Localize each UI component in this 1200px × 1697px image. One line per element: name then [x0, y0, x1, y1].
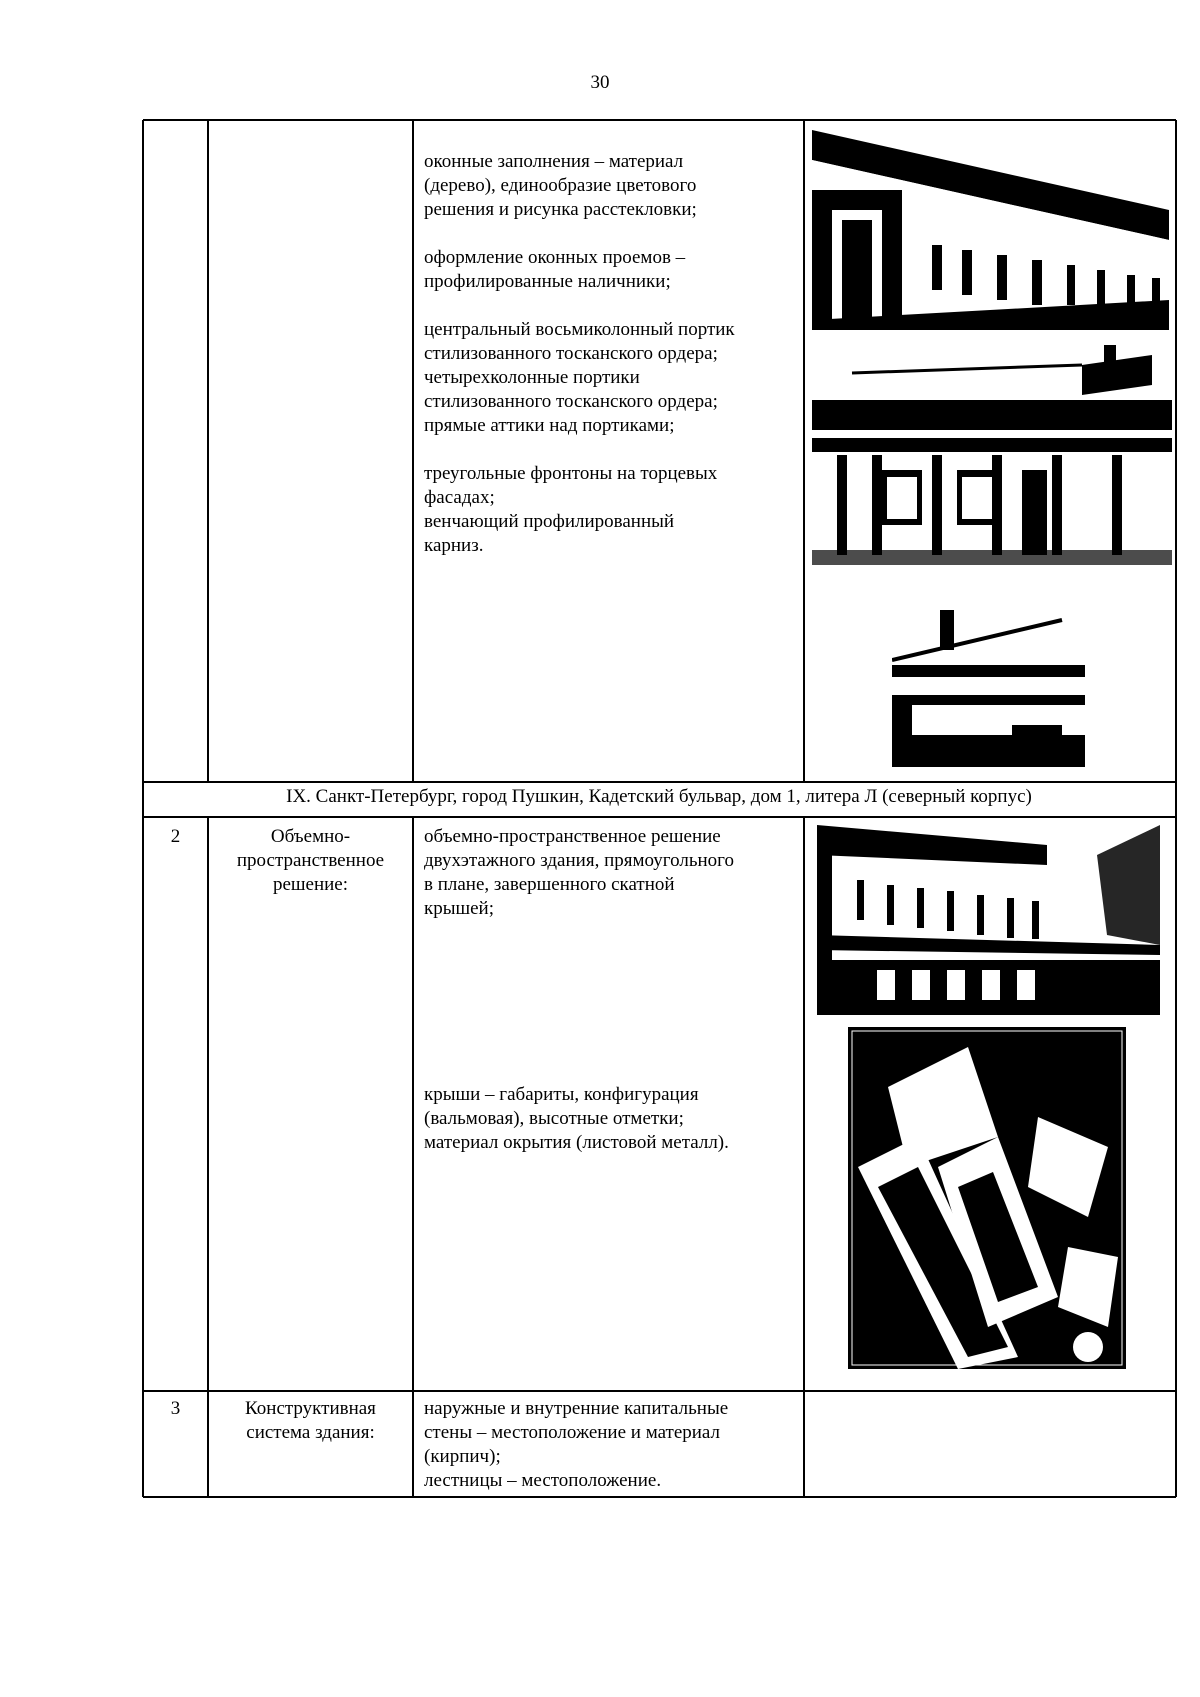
text-line: материал окрытия (листовой металл). [424, 1132, 729, 1153]
text-line: профилированные наличники; [424, 271, 671, 292]
row-2-description-volume [424, 825, 799, 921]
text-line: лестницы – местоположение. [424, 1470, 662, 1491]
paragraph-windows [424, 150, 799, 222]
text-line: (вальмовая), высотные отметки; [424, 1108, 684, 1129]
row-3-element [208, 1397, 413, 1445]
text-line: стилизованного тосканского ордера; [424, 391, 718, 412]
text-line: Объемно- [270, 826, 351, 847]
text-line: двухэтажного здания, прямоугольного [424, 850, 734, 871]
text-line: решения и рисунка расстекловки; [424, 199, 697, 220]
text-line: венчающий профилированный [424, 511, 675, 532]
row-3-description [424, 1397, 799, 1493]
paragraph-porticos [424, 318, 799, 438]
text-line: оформление оконных проемов – [424, 247, 686, 268]
text-line: (кирпич); [424, 1446, 501, 1467]
text-line: оконные заполнения – материал [424, 151, 684, 172]
gable-photo [892, 585, 1085, 767]
row-2-element [208, 825, 413, 897]
row-2-description-roof [424, 1083, 799, 1155]
text-line: фасадах; [424, 487, 495, 508]
paragraph-window-trims [424, 246, 799, 294]
text-line: (дерево), единообразие цветового [424, 175, 697, 196]
text-line: крыши – габариты, конфигурация [424, 1084, 699, 1105]
row-2-number: 2 [170, 826, 181, 847]
text-line: наружные и внутренние капитальные [424, 1398, 729, 1419]
text-line: пространственное [236, 850, 385, 871]
text-line: центральный восьмиколонный портик [424, 319, 735, 340]
text-line: крышей; [424, 898, 495, 919]
paragraph-pediments [424, 462, 799, 558]
page-number: 30 [590, 72, 610, 93]
aerial-photo [848, 1027, 1126, 1369]
building-photo [817, 825, 1160, 1015]
text-line: карниз. [424, 535, 484, 556]
text-line: четырехколонные портики [424, 367, 640, 388]
text-line: система здания: [246, 1422, 375, 1443]
text-line: стены – местоположение и материал [424, 1422, 721, 1443]
text-line: стилизованного тосканского ордера; [424, 343, 718, 364]
portico-photo [812, 345, 1172, 565]
facade-photo [812, 130, 1169, 330]
section-1-description [424, 150, 799, 582]
text-line: прямые аттики над портиками; [424, 415, 675, 436]
text-line: в плане, завершенного скатной [424, 874, 675, 895]
text-line: объемно-пространственное решение [424, 826, 721, 847]
text-line: треугольные фронтоны на торцевых [424, 463, 718, 484]
text-line: решение: [272, 874, 349, 895]
text-line: Конструктивная [245, 1398, 376, 1419]
section-heading: IX. Санкт-Петербург, город Пушкин, Кадетский бульвар, дом 1, литера Л (северный корпус) [286, 786, 1032, 807]
row-3-number: 3 [170, 1398, 181, 1419]
